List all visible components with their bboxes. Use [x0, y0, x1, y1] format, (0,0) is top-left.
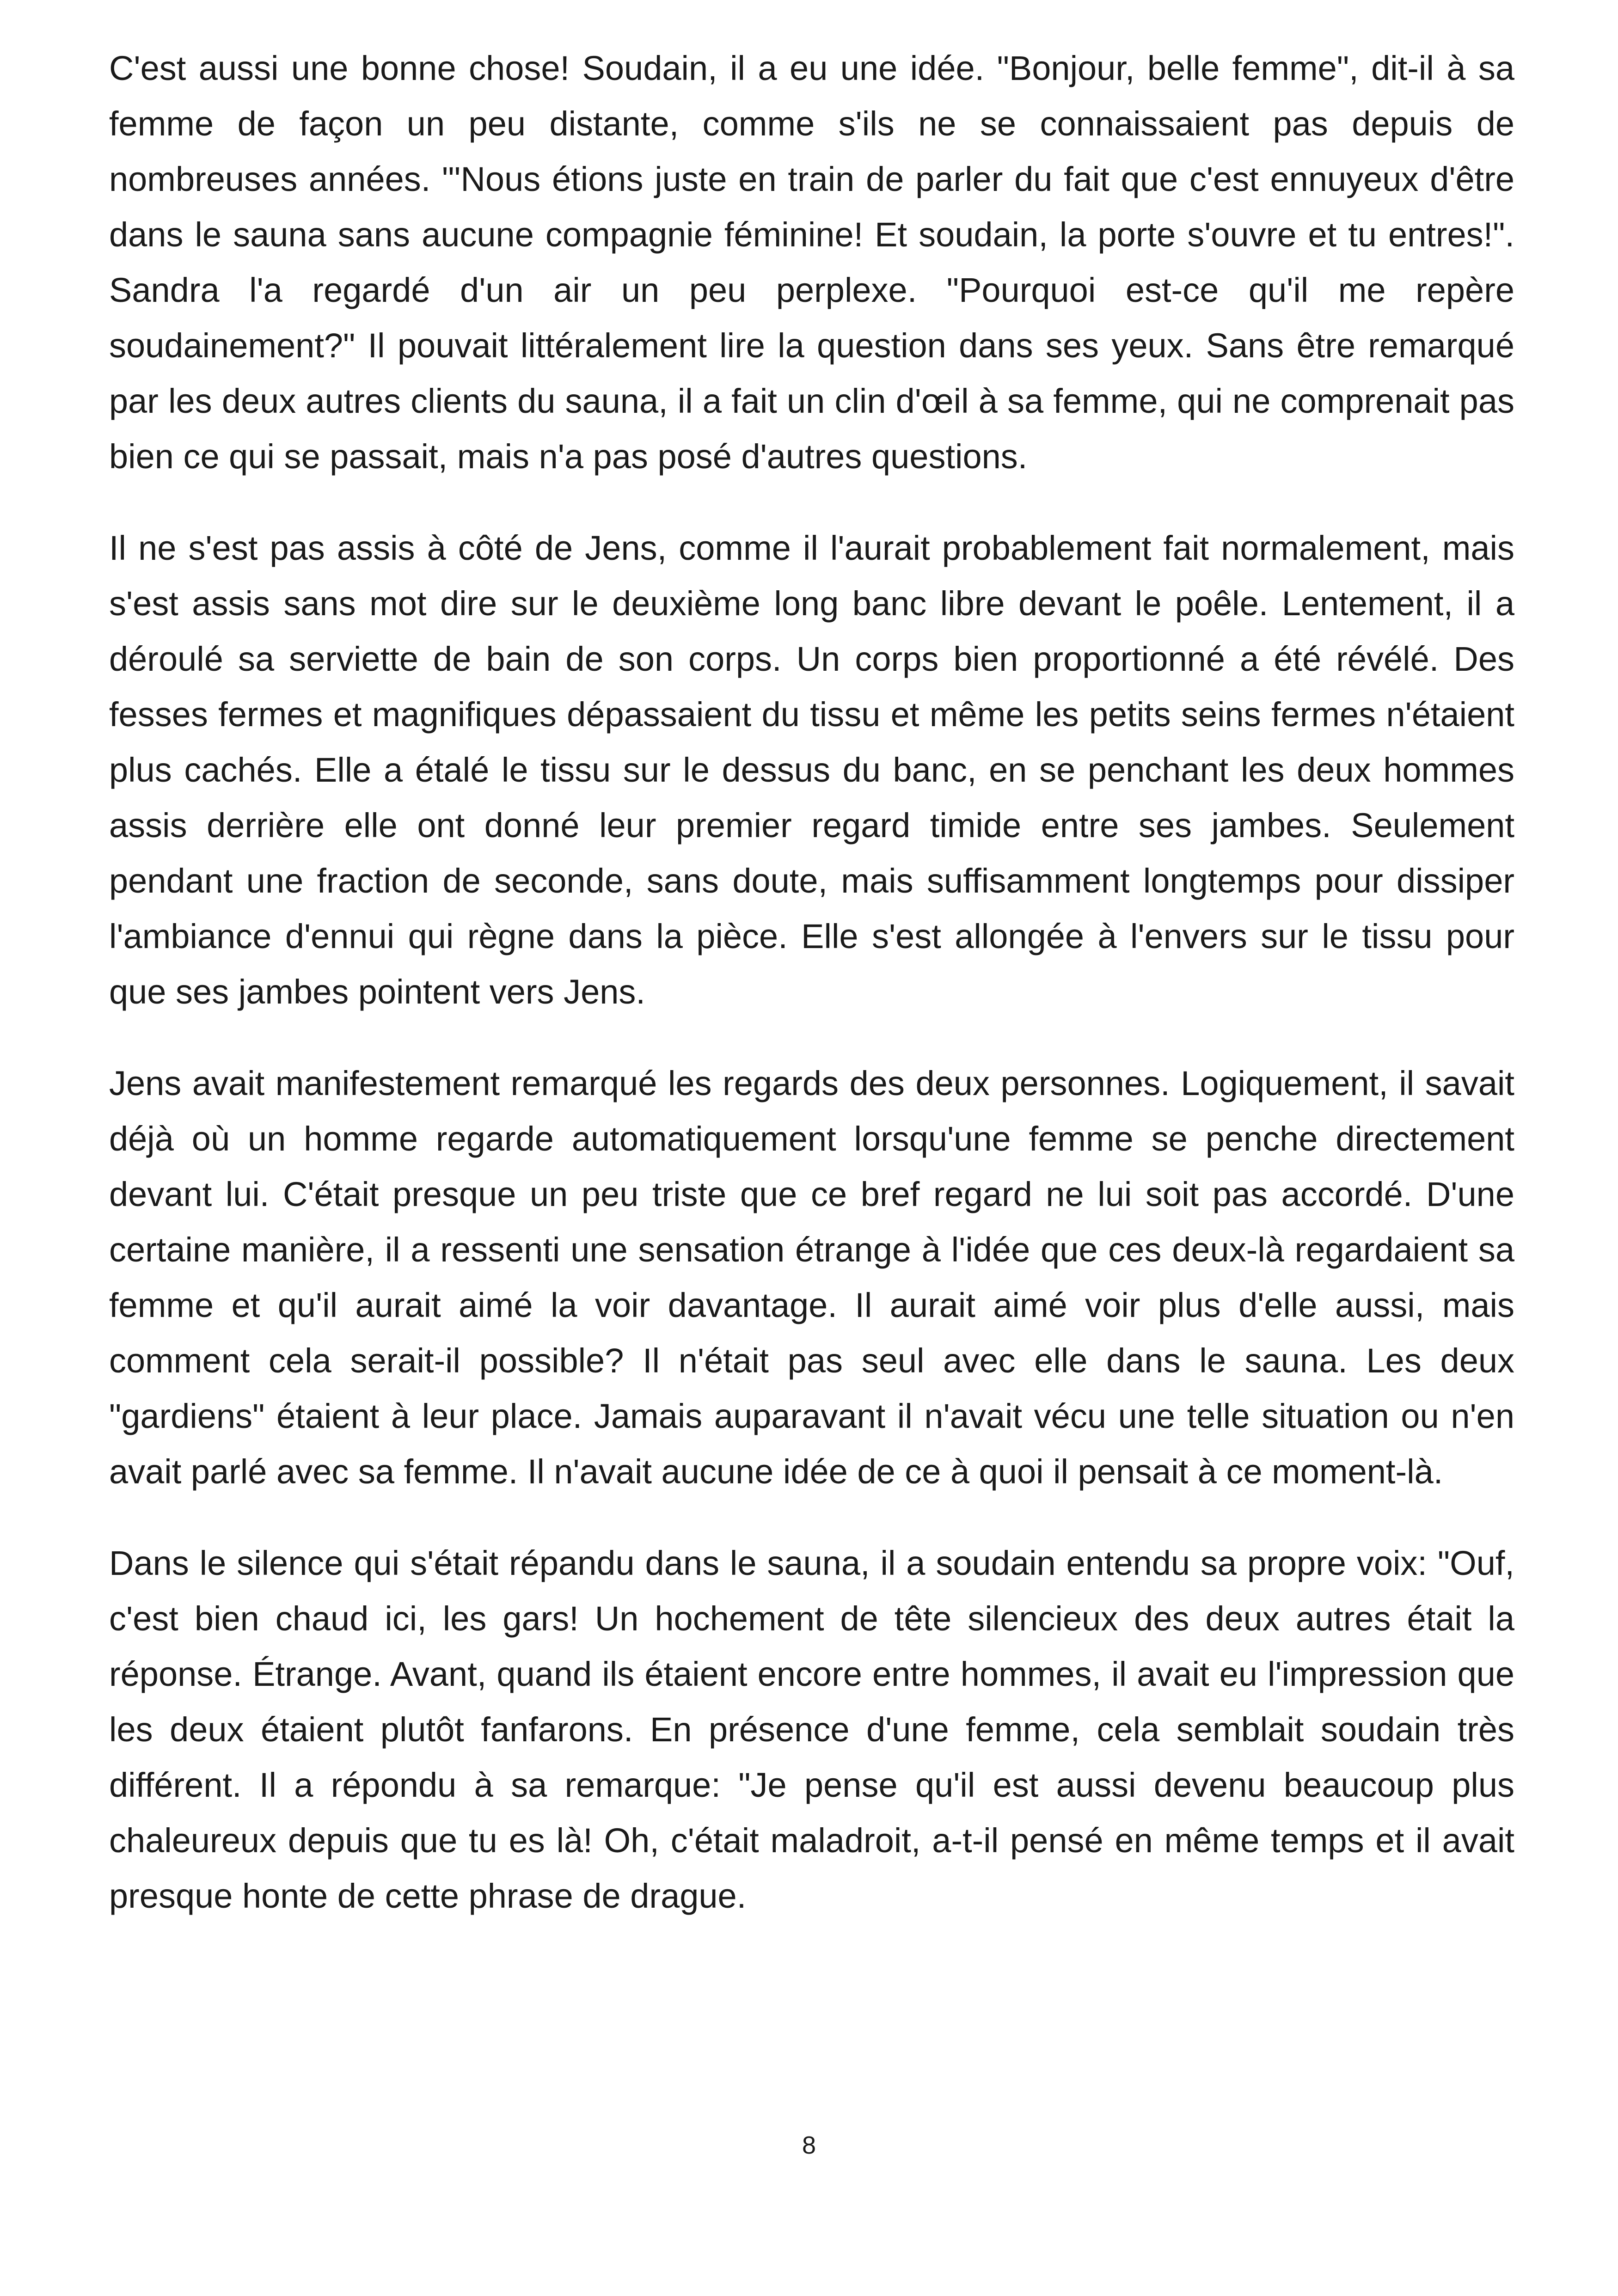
- paragraph-3: Jens avait manifestement remarqué les regards des deux personnes. Logiquement, il savait déjà où un homme regarde automatiquement lorsqu'une femme se penche directement devant lui. C'était presque un peu triste que ce bref regard ne lui soit pas accordé. D'une certaine manière, il a ressenti une sensation étrange à l'idée que ces deux-là regardaient sa femme et qu'il aurait aimé la voir davantage. Il aurait aimé voir plus d'elle aussi, mais comment cela serait-il possible? Il n'était pas seul avec elle dans le sauna. Les deux "gardiens" étaient à leur place. Jamais auparavant il n'avait vécu une telle situation ou n'en avait parlé avec sa femme. Il n'avait aucune idée de ce à quoi il pensait à ce moment-là.: [109, 1064, 1514, 1491]
- paragraph-4: Dans le silence qui s'était répandu dans le sauna, il a soudain entendu sa propre voix: "Ouf, c'est bien chaud ici, les gars! Un hochement de tête silencieux des deux autres était la réponse. Étrange. Avant, quand ils étaient encore entre hommes, il avait eu l'impression que les deux étaient plutôt fanfarons. En présence d'une femme, cela semblait soudain très différent. Il a répondu à sa remarque: "Je pense qu'il est aussi devenu beaucoup plus chaleureux depuis que tu es là! Oh, c'était maladroit, a-t-il pensé en même temps et il avait presque honte de cette phrase de drague.: [109, 1544, 1514, 1915]
- body-text: [109, 41, 1514, 1960]
- paragraph-2: Il ne s'est pas assis à côté de Jens, comme il l'aurait probablement fait normalement, mais s'est assis sans mot dire sur le deuxième long banc libre devant le poêle. Lentement, il a déroulé sa serviette de bain de son corps. Un corps bien proportionné a été révélé. Des fesses fermes et magnifiques dépassaient du tissu et même les petits seins fermes n'étaient plus cachés. Elle a étalé le tissu sur le dessus du banc, en se penchant les deux hommes assis derrière elle ont donné leur premier regard timide entre ses jambes. Seulement pendant une fraction de seconde, sans doute, mais suffisamment longtemps pour dissiper l'ambiance d'ennui qui règne dans la pièce. Elle s'est allongée à l'envers sur le tissu pour que ses jambes pointent vers Jens.: [109, 529, 1514, 1011]
- page-number: 8: [802, 2131, 816, 2159]
- paragraph-1: C'est aussi une bonne chose! Soudain, il a eu une idée. "Bonjour, belle femme", dit-il à sa femme de façon un peu distante, comme s'ils ne se connaissaient pas depuis de nombreuses années. "'Nous étions juste en train de parler du fait que c'est ennuyeux d'être dans le sauna sans aucune compagnie féminine! Et soudain, la porte s'ouvre et tu entres!". Sandra l'a regardé d'un air un peu perplexe. "Pourquoi est-ce qu'il me repère soudainement?" Il pouvait littéralement lire la question dans ses yeux. Sans être remarqué par les deux autres clients du sauna, il a fait un clin d'œil à sa femme, qui ne comprenait pas bien ce qui se passait, mais n'a pas posé d'autres questions.: [109, 49, 1514, 476]
